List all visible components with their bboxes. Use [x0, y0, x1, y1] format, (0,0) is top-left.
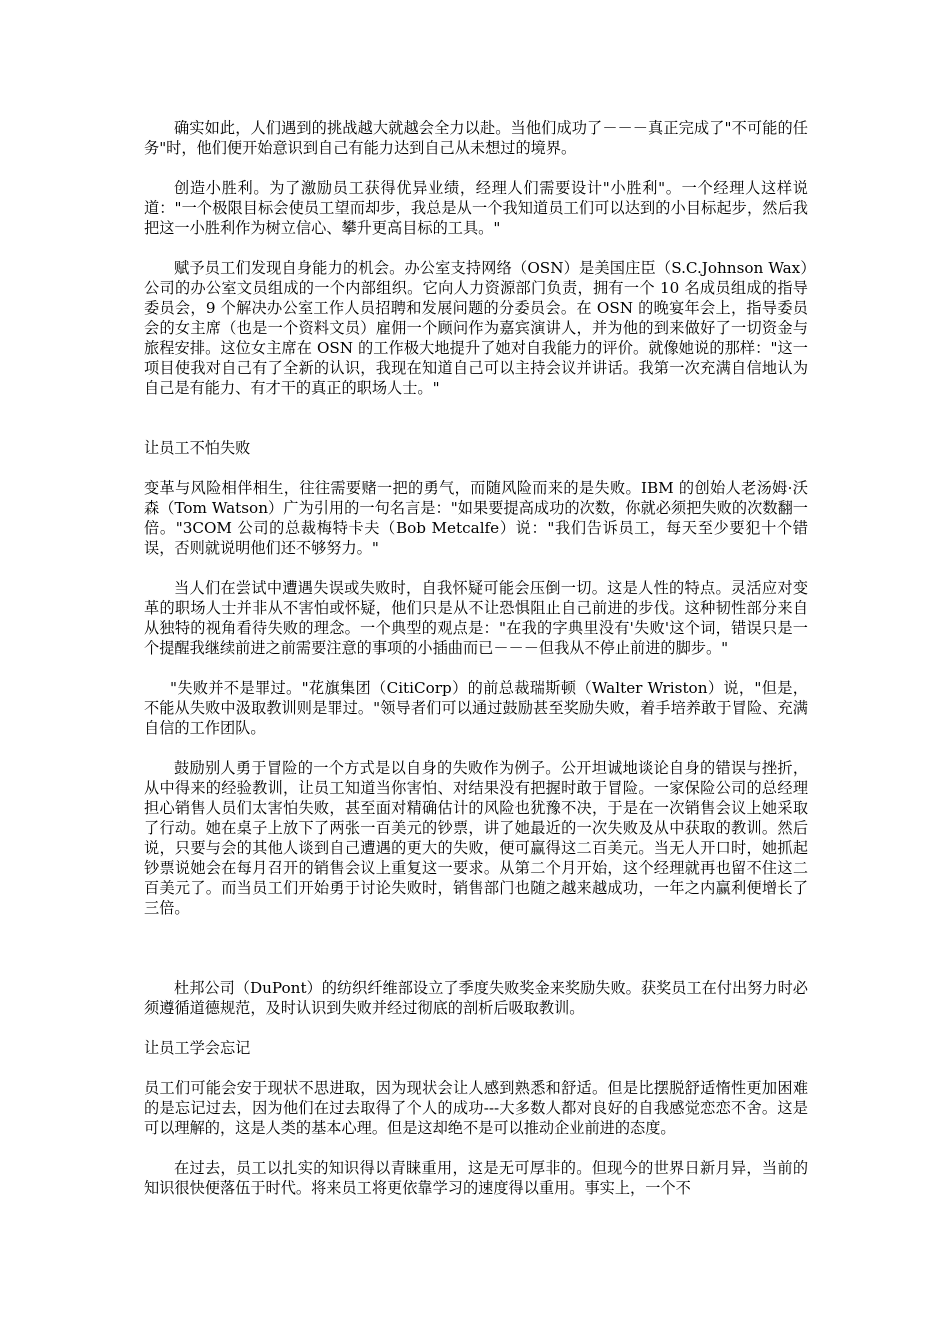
section-heading-forget: 让员工学会忘记 — [144, 1039, 251, 1057]
paragraph-comfort: 员工们可能会安于现状不思进取，因为现状会让人感到熟悉和舒适。但是比摆脱舒适惰性更加困难的是忘记过去，因为他们在过去取得了个人的成功---大多数人都对良好的自我感觉恋恋不舍。这是可以理解的，这是人类的基本心理。但是这却绝不是可以推动企业前进的态度。 — [144, 1079, 808, 1137]
paragraph-risk: 变革与风险相伴相生，往往需要赌一把的勇气，而随风险而来的是失败。IBM 的创始人老汤姆·沃森（Tom Watson）广为引用的一句名言是："如果要提高成功的次数，你就必须把失败的次数翻一倍。"3COM 公司的总裁梅特卡夫（Bob Metcalfe）说："我们告诉员工，每天至少要犯十个错误，否则就说明他们还不够努力。" — [144, 479, 808, 557]
paragraph-dupont: 杜邦公司（DuPont）的纺织纤维部设立了季度失败奖金来奖励失败。获奖员工在付出努力时必须遵循道德规范，及时认识到失败并经过彻底的剖析后吸取教训。 — [144, 979, 808, 1017]
document-page — [144, 118, 808, 1198]
section-heading-fear-of-failure: 让员工不怕失败 — [144, 439, 251, 457]
paragraph-learning-speed: 在过去，员工以扎实的知识得以青睐重用，这是无可厚非的。但现今的世界日新月异，当前的知识很快便落伍于时代。将来员工将更依靠学习的速度得以重用。事实上，一个不 — [144, 1159, 808, 1197]
paragraph-encourage-risk: 鼓励别人勇于冒险的一个方式是以自身的失败作为例子。公开坦诚地谈论自身的错误与挫折，从中得来的经验教训，让员工知道当你害怕、对结果没有把握时敢于冒险。一家保险公司的总经理担心销售人员们太害怕失败，甚至面对精确估计的风险也犹豫不决，于是在一次销售会议上她采取了行动。她在桌子上放下了两张一百美元的钞票，讲了她最近的一次失败及从中获取的教训。然后说，只要与会的其他人谈到自己遭遇的更大的失败，便可赢得这二百美元。当无人开口时，她抓起钞票说她会在每月召开的销售会议上重复这一要求。从第二个月开始，这个经理就再也留不住这二百美元了。而当员工们开始勇于讨论失败时，销售部门也随之越来越成功，一年之内赢利便增长了三倍。 — [144, 759, 808, 917]
paragraph-small-wins: 创造小胜利。为了激励员工获得优异业绩，经理人们需要设计"小胜利"。一个经理人这样说道："一个极限目标会使员工望而却步，我总是从一个我知道员工们可以达到的小目标起步，然后我把这一小胜利作为树立信心、攀升更高目标的工具。" — [144, 179, 808, 237]
paragraph-citicorp: "失败并不是罪过。"花旗集团（CitiCorp）的前总裁瑞斯顿（Walter Wriston）说，"但是，不能从失败中汲取教训则是罪过。"领导者们可以通过鼓励甚至奖励失败，着手培养敢于冒险、充满自信的工作团队。 — [144, 679, 808, 737]
paragraph-challenge: 确实如此，人们遇到的挑战越大就越会全力以赴。当他们成功了－－－真正完成了"不可能的任务"时，他们便开始意识到自己有能力达到自己从未想过的境界。 — [144, 119, 808, 157]
paragraph-osn: 赋予员工们发现自身能力的机会。办公室支持网络（OSN）是美国庄臣（S.C.Johnson Wax）公司的办公室文员组成的一个内部组织。它向人力资源部门负责，拥有一个 10 名成员组成的指导委员会，9 个解决办公室工作人员招聘和发展问题的分委员会。在 OSN 的晚宴年会上，指导委员会的女主席（也是一个资料文员）雇佣一个顾问作为嘉宾演讲人，并为他的到来做好了一切资金与旅程安排。这位女主席在 OSN 的工作极大地提升了她对自我能力的评价。就像她说的那样："这一项目使我对自己有了全新的认识，我现在知道自己可以主持会议并讲话。我第一次充满自信地认为自己是有能力、有才干的真正的职场人士。" — [144, 259, 808, 397]
paragraph-self-doubt: 当人们在尝试中遭遇失误或失败时，自我怀疑可能会压倒一切。这是人性的特点。灵活应对变革的职场人士并非从不害怕或怀疑，他们只是从不让恐惧阻止自己前进的步伐。这种韧性部分来自从独特的视角看待失败的理念。一个典型的观点是："在我的字典里没有'失败'这个词，错误只是一个提醒我继续前进之前需要注意的事项的小插曲而已－－－但我从不停止前进的脚步。" — [144, 579, 808, 657]
